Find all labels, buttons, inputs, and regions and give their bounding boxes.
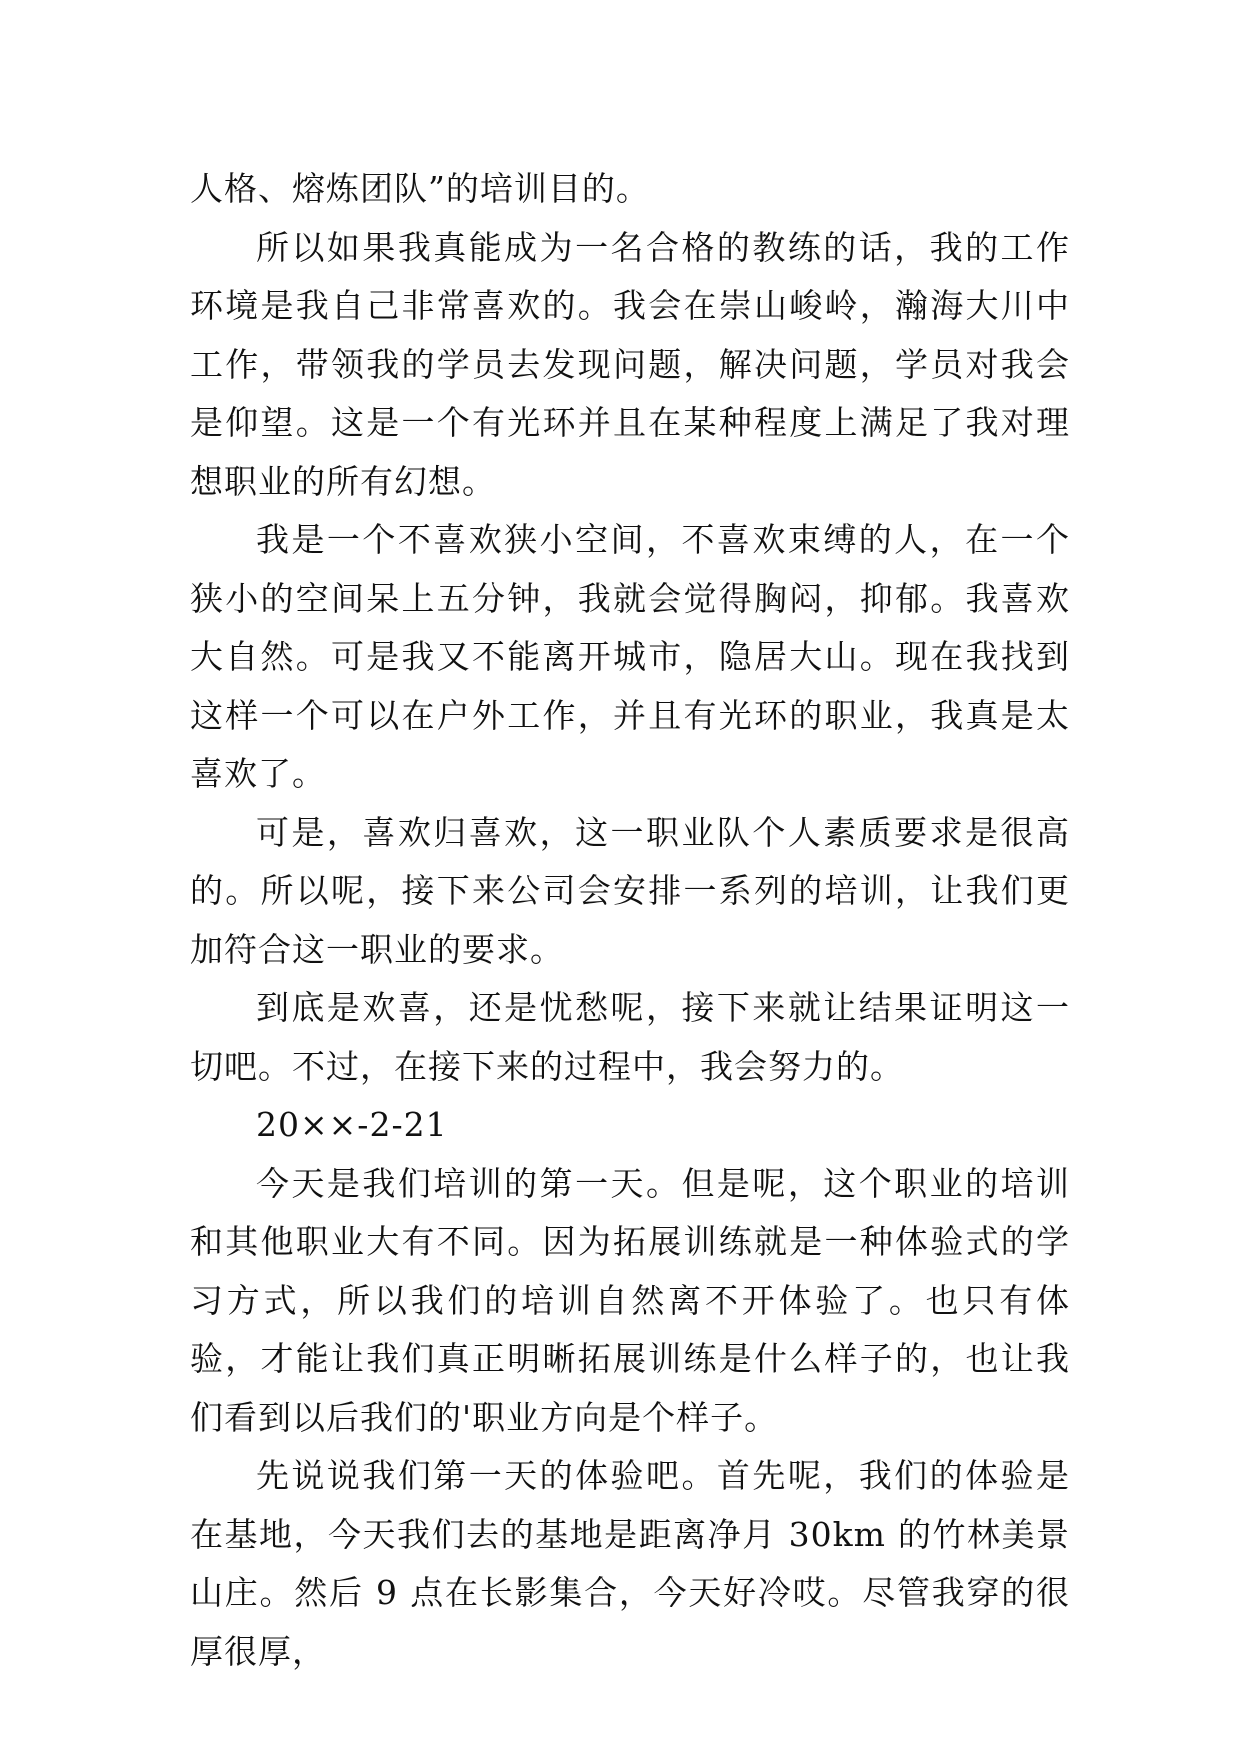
paragraph-outdoors: 我是一个不喜欢狭小空间，不喜欢束缚的人，在一个狭小的空间呆上五分钟，我就会觉得胸闷，抑郁。我喜欢大自然。可是我又不能离开城市，隐居大山。现在我找到这样一个可以在户外工作，并且有光环的职业，我真是太喜欢了。 xyxy=(190,520,1070,793)
document-body xyxy=(190,160,1070,1681)
paragraph-outcome: 到底是欢喜，还是忧愁呢，接下来就让结果证明这一切吧。不过，在接下来的过程中，我会努力的。 xyxy=(190,988,1070,1086)
paragraph-requirements: 可是，喜欢归喜欢，这一职业队个人素质要求是很高的。所以呢，接下来公司会安排一系列的培训，让我们更加符合这一职业的要求。 xyxy=(190,812,1070,969)
paragraph-continuation: 人格、熔炼团队”的培训目的。 xyxy=(190,169,650,208)
paragraph-first-day: 今天是我们培训的第一天。但是呢，这个职业的培训和其他职业大有不同。因为拓展训练就是一种体验式的学习方式，所以我们的培训自然离不开体验了。也只有体验，才能让我们真正明晰拓展训练是什么样子的，也让我们看到以后我们的'职业方向是个样子。 xyxy=(190,1163,1070,1437)
date-line: 20××-2-21 xyxy=(256,1105,448,1144)
paragraph-experience: 先说说我们第一天的体验吧。首先呢，我们的体验是在基地，今天我们去的基地是距离净月 30km 的竹林美景山庄。然后 9 点在长影集合，今天好冷哎。尽管我穿的很厚很厚， xyxy=(190,1456,1070,1671)
paragraph-ideal-job: 所以如果我真能成为一名合格的教练的话，我的工作环境是我自己非常喜欢的。我会在崇山峻岭，瀚海大川中工作，带领我的学员去发现问题，解决问题，学员对我会是仰望。这是一个有光环并且在某种程度上满足了我对理想职业的所有幻想。 xyxy=(190,227,1070,501)
